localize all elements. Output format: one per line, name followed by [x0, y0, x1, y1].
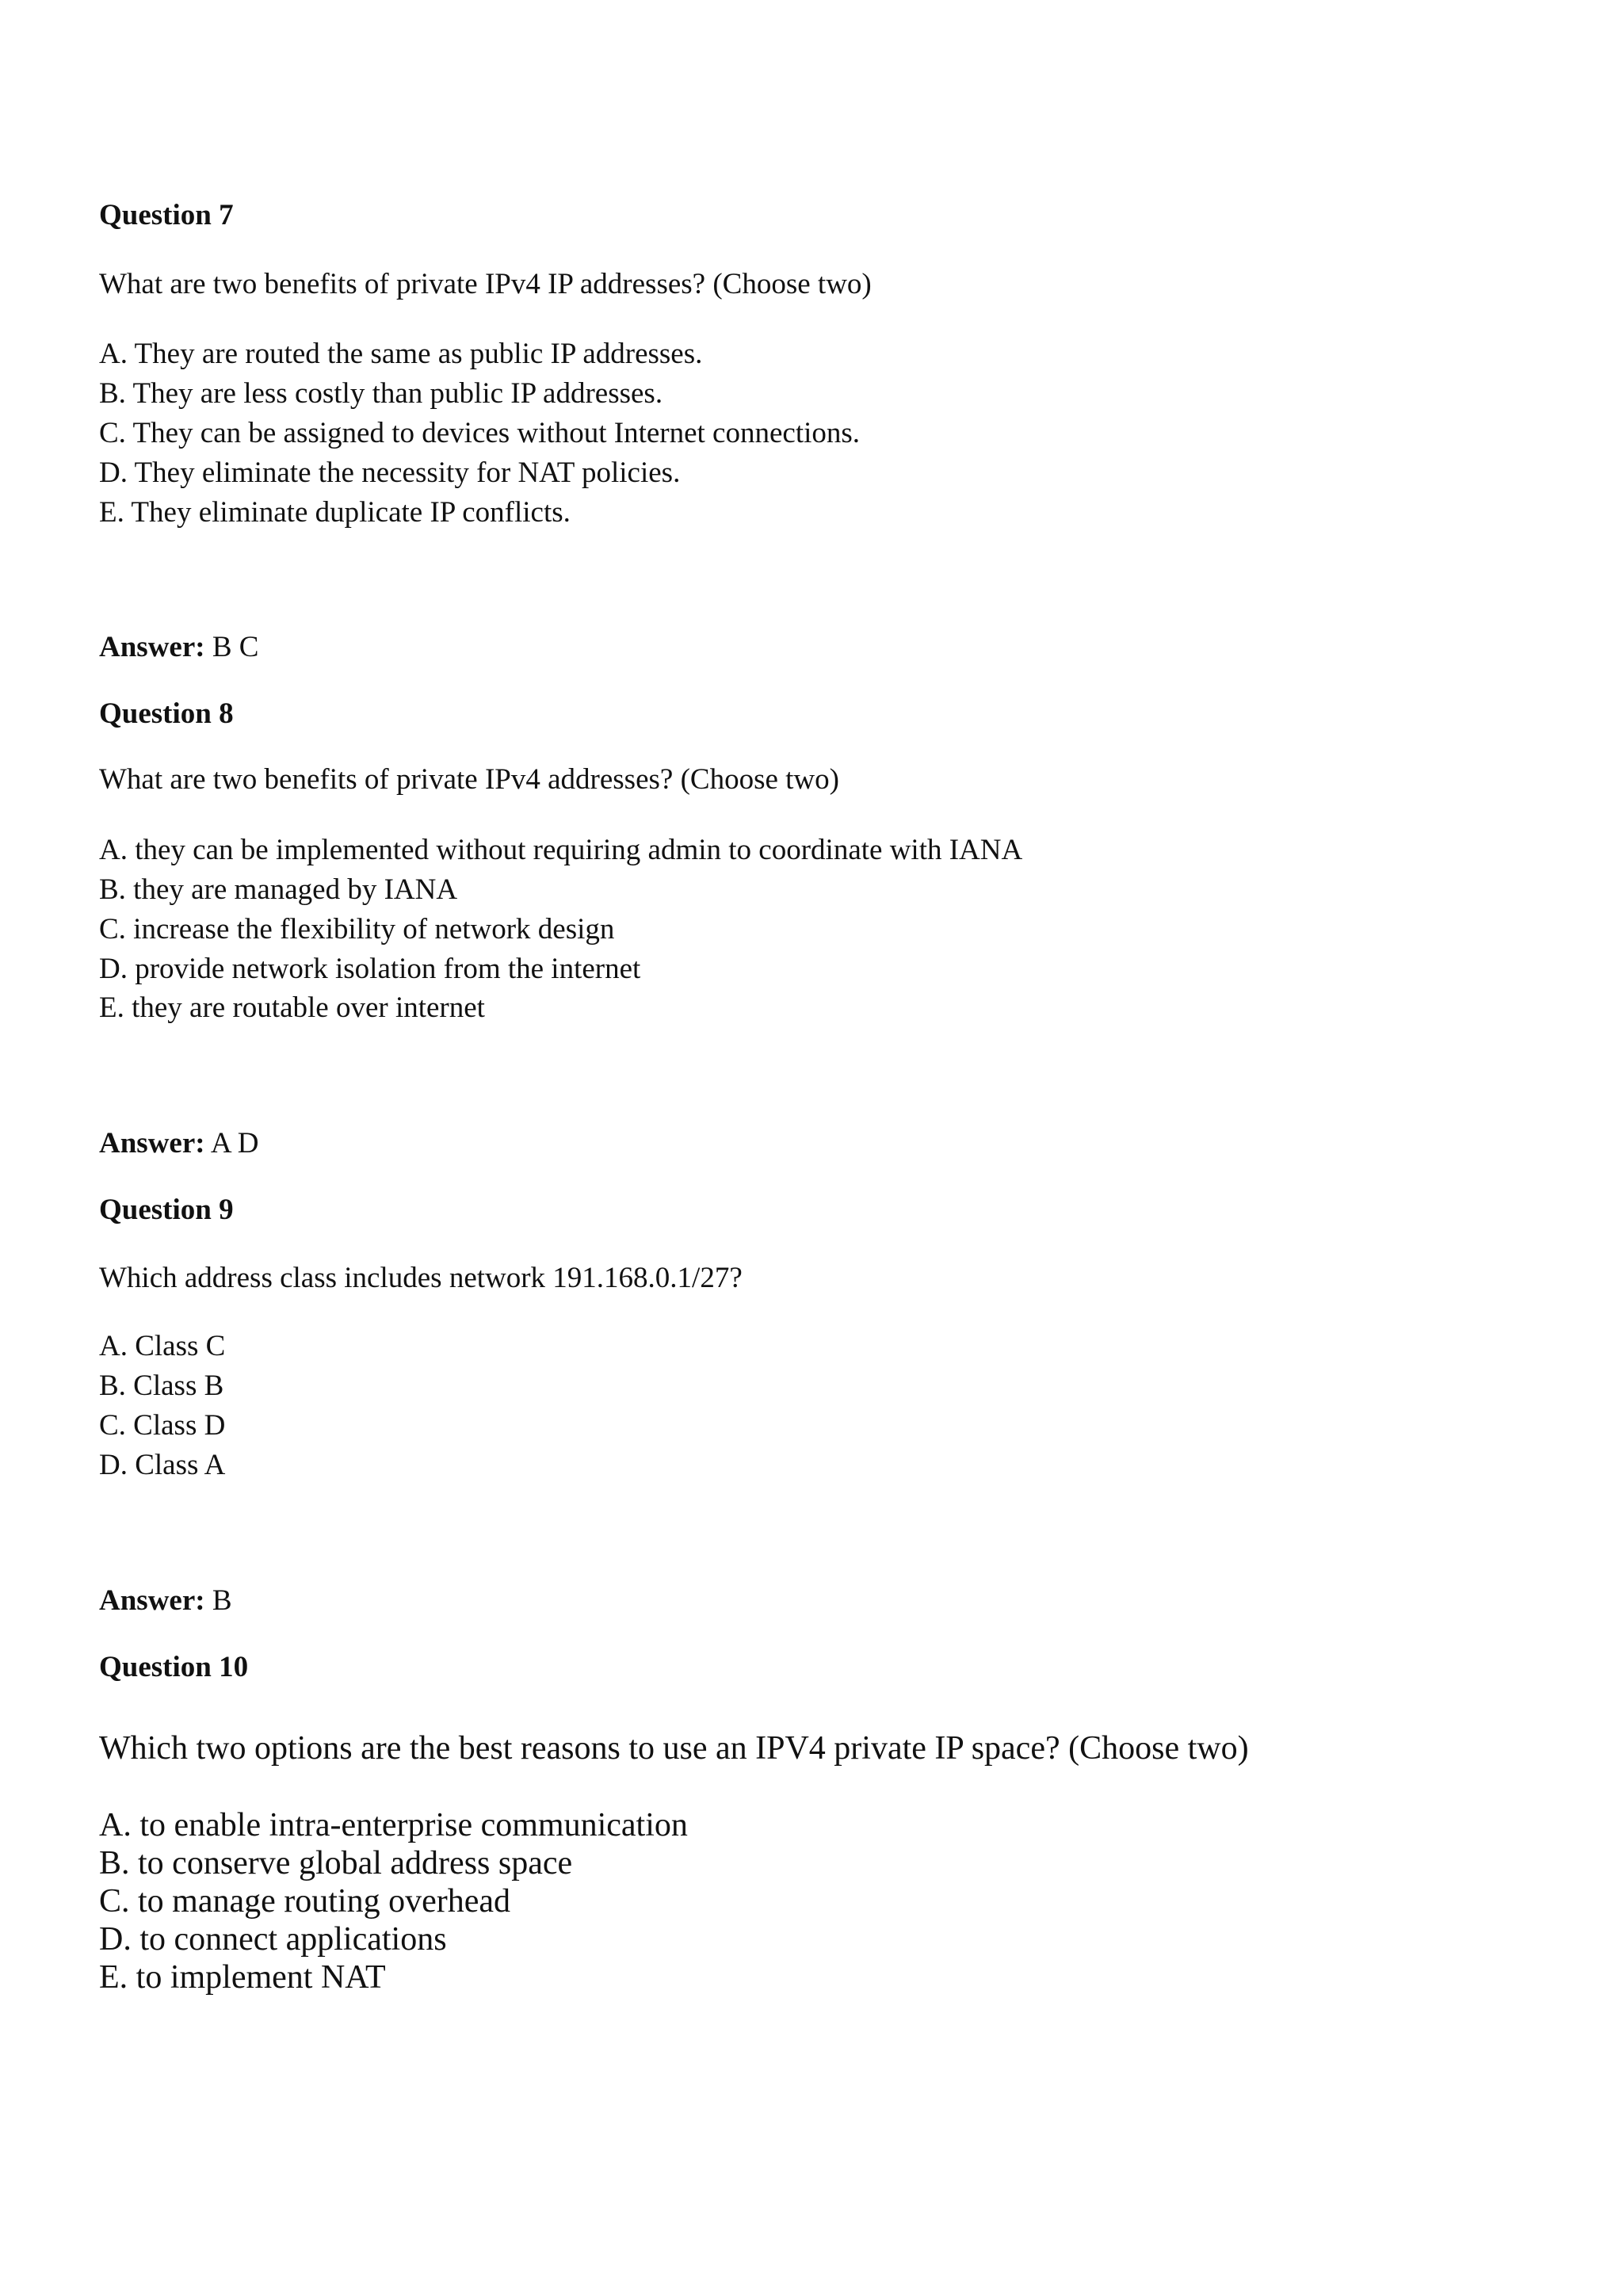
- question-10-option-c: C. to manage routing overhead: [99, 1883, 511, 1920]
- question-10-option-e: E. to implement NAT: [99, 1959, 386, 1996]
- question-8-answer: [99, 1129, 258, 1158]
- question-9-option-c: C. Class D: [99, 1409, 226, 1442]
- question-7-text: What are two benefits of private IPv4 IP addresses? (Choose two): [99, 268, 872, 300]
- answer-value: B: [212, 1584, 232, 1617]
- question-7-option-d: D. They eliminate the necessity for NAT policies.: [99, 457, 681, 489]
- question-10-text: Which two options are the best reasons to use an IPV4 private IP space? (Choose two): [99, 1730, 1249, 1767]
- answer-label: Answer:: [99, 1584, 205, 1617]
- question-8-option-c: C. increase the flexibility of network design: [99, 913, 615, 946]
- question-7-option-a: A. They are routed the same as public IP addresses.: [99, 338, 703, 370]
- answer-label: Answer:: [99, 631, 205, 663]
- question-8-heading: Question 8: [99, 697, 234, 730]
- question-9-option-a: A. Class C: [99, 1330, 226, 1362]
- question-10-option-a: A. to enable intra-enterprise communication: [99, 1807, 688, 1843]
- question-8-option-e: E. they are routable over internet: [99, 991, 485, 1024]
- question-10-heading: Question 10: [99, 1651, 249, 1683]
- question-7-answer: [99, 632, 258, 662]
- question-7-option-e: E. They eliminate duplicate IP conflicts.: [99, 496, 571, 529]
- question-8-option-d: D. provide network isolation from the internet: [99, 953, 641, 985]
- question-7-option-b: B. They are less costly than public IP addresses.: [99, 377, 663, 410]
- question-8-option-a: A. they can be implemented without requiring admin to coordinate with IANA: [99, 834, 1023, 866]
- question-7-option-c: C. They can be assigned to devices without Internet connections.: [99, 417, 861, 449]
- question-10-option-b: B. to conserve global address space: [99, 1845, 573, 1881]
- question-7-heading: Question 7: [99, 199, 234, 231]
- answer-value: B C: [212, 631, 259, 663]
- answer-label: Answer:: [99, 1127, 205, 1159]
- answer-value: A D: [210, 1127, 259, 1159]
- question-9-option-b: B. Class B: [99, 1370, 224, 1402]
- question-9-answer: [99, 1586, 232, 1615]
- question-9-option-d: D. Class A: [99, 1449, 226, 1481]
- question-10-option-d: D. to connect applications: [99, 1921, 447, 1958]
- question-8-option-b: B. they are managed by IANA: [99, 873, 458, 906]
- question-9-heading: Question 9: [99, 1194, 234, 1226]
- question-9-text: Which address class includes network 191.168.0.1/27?: [99, 1262, 743, 1294]
- question-8-text: What are two benefits of private IPv4 addresses? (Choose two): [99, 763, 839, 796]
